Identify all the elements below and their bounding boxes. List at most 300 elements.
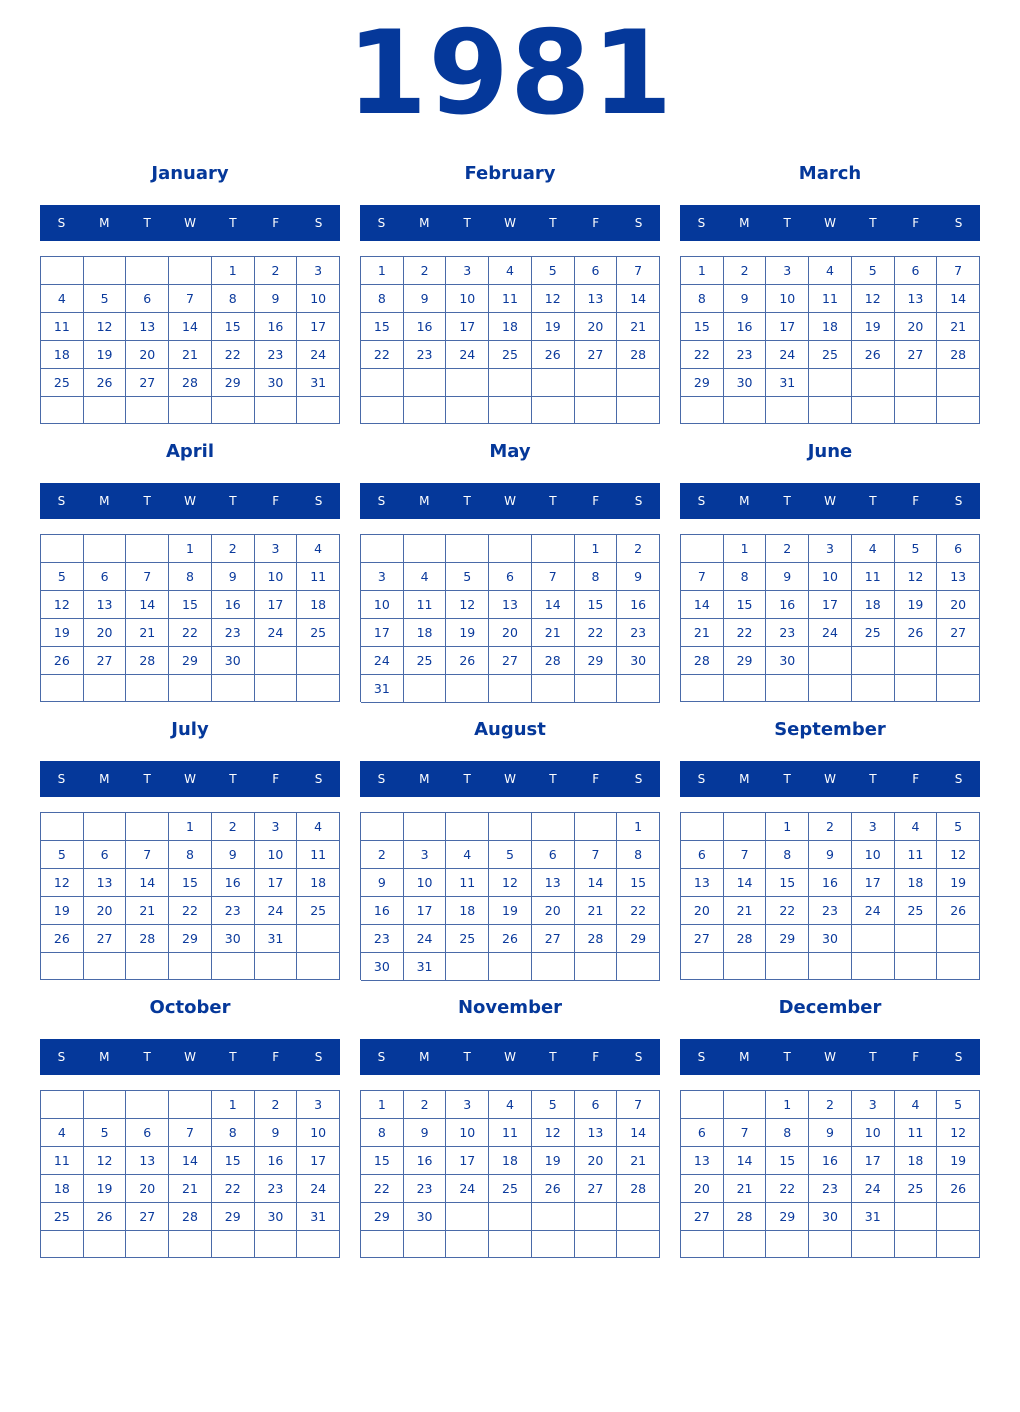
day-cell: 7	[617, 1091, 660, 1119]
day-cell: 25	[297, 897, 340, 925]
day-cell: 6	[532, 841, 575, 869]
empty-cell	[937, 397, 980, 424]
empty-cell	[681, 1231, 724, 1258]
day-cell: 21	[617, 313, 660, 341]
day-cell: 10	[297, 1119, 340, 1147]
weekday-label: M	[739, 772, 750, 786]
day-cell: 26	[532, 1175, 575, 1203]
day-cell: 28	[532, 647, 575, 675]
day-cell: 14	[681, 591, 724, 619]
day-cell: 21	[532, 619, 575, 647]
empty-cell	[617, 953, 660, 981]
day-cell: 19	[84, 341, 127, 369]
weekday-header	[360, 205, 660, 241]
day-cell: 15	[575, 591, 618, 619]
day-cell: 22	[361, 341, 404, 369]
empty-cell	[255, 647, 298, 675]
empty-cell	[766, 397, 809, 424]
day-cell: 18	[446, 897, 489, 925]
empty-cell	[84, 813, 127, 841]
day-cell: 19	[489, 897, 532, 925]
day-cell: 7	[681, 563, 724, 591]
day-cell: 23	[255, 1175, 298, 1203]
day-cell: 22	[766, 1175, 809, 1203]
empty-cell	[617, 397, 660, 425]
day-cell: 6	[575, 1091, 618, 1119]
empty-cell	[617, 369, 660, 397]
day-cell: 12	[852, 285, 895, 313]
day-cell: 14	[617, 1119, 660, 1147]
weekday-label: M	[739, 1050, 750, 1064]
day-grid	[680, 534, 980, 702]
empty-cell	[532, 369, 575, 397]
empty-cell	[724, 1091, 767, 1119]
day-cell: 18	[852, 591, 895, 619]
weekday-label: M	[99, 216, 110, 230]
day-cell: 26	[489, 925, 532, 953]
day-cell: 6	[575, 257, 618, 285]
weekday-label: S	[634, 494, 643, 508]
day-cell: 8	[169, 841, 212, 869]
empty-cell	[446, 813, 489, 841]
day-cell: 6	[84, 841, 127, 869]
empty-cell	[84, 257, 127, 285]
day-cell: 11	[852, 563, 895, 591]
day-cell: 26	[84, 1203, 127, 1231]
day-cell: 13	[126, 1147, 169, 1175]
day-cell: 24	[809, 619, 852, 647]
day-cell: 28	[126, 647, 169, 675]
day-cell: 31	[361, 675, 404, 703]
weekday-label: T	[783, 1050, 791, 1064]
empty-cell	[297, 953, 340, 980]
day-cell: 12	[84, 1147, 127, 1175]
weekday-label: M	[739, 216, 750, 230]
day-cell: 8	[361, 285, 404, 313]
day-cell: 22	[212, 341, 255, 369]
empty-cell	[84, 675, 127, 702]
day-cell: 7	[724, 841, 767, 869]
day-cell: 9	[361, 869, 404, 897]
day-cell: 24	[404, 925, 447, 953]
day-cell: 12	[489, 869, 532, 897]
empty-cell	[489, 369, 532, 397]
day-cell: 23	[617, 619, 660, 647]
day-cell: 10	[255, 841, 298, 869]
day-cell: 3	[404, 841, 447, 869]
day-cell: 19	[937, 869, 980, 897]
day-cell: 16	[766, 591, 809, 619]
day-cell: 18	[297, 869, 340, 897]
day-cell: 9	[404, 1119, 447, 1147]
empty-cell	[297, 925, 340, 953]
empty-cell	[126, 257, 169, 285]
empty-cell	[404, 535, 447, 563]
day-cell: 8	[766, 1119, 809, 1147]
weekday-header	[40, 483, 340, 519]
day-cell: 16	[361, 897, 404, 925]
day-cell: 19	[532, 313, 575, 341]
empty-cell	[852, 397, 895, 424]
day-cell: 13	[575, 285, 618, 313]
day-cell: 24	[361, 647, 404, 675]
empty-cell	[575, 813, 618, 841]
day-cell: 29	[617, 925, 660, 953]
day-cell: 17	[297, 1147, 340, 1175]
empty-cell	[404, 369, 447, 397]
weekday-header	[40, 761, 340, 797]
empty-cell	[809, 1231, 852, 1258]
weekday-header	[680, 205, 980, 241]
day-cell: 20	[895, 313, 938, 341]
day-cell: 7	[532, 563, 575, 591]
empty-cell	[575, 953, 618, 981]
day-cell: 14	[126, 869, 169, 897]
empty-cell	[895, 369, 938, 397]
day-cell: 18	[809, 313, 852, 341]
empty-cell	[361, 369, 404, 397]
month-title: March	[798, 163, 862, 184]
empty-cell	[895, 397, 938, 424]
month-title: December	[778, 997, 882, 1018]
day-cell: 2	[212, 813, 255, 841]
day-cell: 17	[852, 1147, 895, 1175]
empty-cell	[852, 1231, 895, 1258]
empty-cell	[852, 647, 895, 675]
day-cell: 18	[404, 619, 447, 647]
day-cell: 4	[895, 1091, 938, 1119]
empty-cell	[895, 925, 938, 953]
day-cell: 28	[724, 925, 767, 953]
empty-cell	[575, 675, 618, 703]
day-cell: 12	[41, 591, 84, 619]
day-cell: 20	[126, 1175, 169, 1203]
weekday-label: W	[824, 1050, 836, 1064]
day-cell: 22	[361, 1175, 404, 1203]
day-cell: 16	[212, 591, 255, 619]
weekday-label: T	[869, 772, 877, 786]
empty-cell	[446, 535, 489, 563]
day-cell: 3	[446, 257, 489, 285]
day-cell: 17	[852, 869, 895, 897]
day-cell: 1	[766, 1091, 809, 1119]
day-cell: 25	[895, 1175, 938, 1203]
day-cell: 27	[895, 341, 938, 369]
day-cell: 5	[84, 1119, 127, 1147]
day-cell: 13	[84, 591, 127, 619]
day-cell: 8	[724, 563, 767, 591]
day-cell: 30	[766, 647, 809, 675]
month-title: February	[464, 163, 556, 184]
empty-cell	[404, 813, 447, 841]
weekday-label: W	[824, 494, 836, 508]
empty-cell	[212, 675, 255, 702]
day-cell: 7	[126, 563, 169, 591]
day-grid	[680, 256, 980, 424]
day-cell: 16	[255, 1147, 298, 1175]
day-cell: 9	[766, 563, 809, 591]
day-cell: 12	[532, 1119, 575, 1147]
day-cell: 31	[766, 369, 809, 397]
day-cell: 21	[681, 619, 724, 647]
day-cell: 25	[489, 1175, 532, 1203]
day-cell: 25	[852, 619, 895, 647]
day-cell: 18	[41, 1175, 84, 1203]
weekday-label: S	[634, 772, 643, 786]
weekday-label: M	[419, 1050, 430, 1064]
empty-cell	[489, 1231, 532, 1258]
empty-cell	[41, 813, 84, 841]
empty-cell	[852, 953, 895, 980]
day-cell: 11	[41, 1147, 84, 1175]
weekday-label: F	[592, 494, 600, 508]
day-cell: 24	[446, 1175, 489, 1203]
day-cell: 15	[681, 313, 724, 341]
weekday-label: S	[314, 494, 323, 508]
day-cell: 10	[852, 841, 895, 869]
weekday-label: M	[419, 772, 430, 786]
day-cell: 21	[724, 897, 767, 925]
day-cell: 28	[617, 341, 660, 369]
weekday-label: S	[954, 1050, 963, 1064]
weekday-label: S	[377, 216, 386, 230]
day-cell: 30	[617, 647, 660, 675]
day-cell: 11	[895, 1119, 938, 1147]
empty-cell	[212, 1231, 255, 1258]
day-cell: 8	[681, 285, 724, 313]
day-cell: 24	[852, 897, 895, 925]
day-cell: 2	[255, 1091, 298, 1119]
day-cell: 2	[212, 535, 255, 563]
day-cell: 21	[937, 313, 980, 341]
day-cell: 19	[852, 313, 895, 341]
day-cell: 15	[169, 869, 212, 897]
empty-cell	[895, 1203, 938, 1231]
weekday-label: S	[634, 216, 643, 230]
empty-cell	[489, 1203, 532, 1231]
empty-cell	[404, 675, 447, 703]
day-cell: 13	[532, 869, 575, 897]
day-cell: 18	[297, 591, 340, 619]
day-cell: 14	[937, 285, 980, 313]
empty-cell	[41, 535, 84, 563]
day-cell: 22	[724, 619, 767, 647]
day-cell: 18	[489, 313, 532, 341]
empty-cell	[41, 1091, 84, 1119]
day-cell: 21	[169, 1175, 212, 1203]
day-cell: 1	[766, 813, 809, 841]
day-cell: 15	[617, 869, 660, 897]
empty-cell	[126, 1091, 169, 1119]
month-title: November	[457, 997, 563, 1018]
day-cell: 16	[255, 313, 298, 341]
empty-cell	[724, 953, 767, 980]
day-cell: 10	[297, 285, 340, 313]
day-cell: 25	[297, 619, 340, 647]
empty-cell	[937, 675, 980, 702]
day-cell: 3	[766, 257, 809, 285]
weekday-label: S	[954, 494, 963, 508]
day-cell: 1	[617, 813, 660, 841]
day-cell: 3	[852, 1091, 895, 1119]
day-grid	[360, 534, 660, 702]
empty-cell	[404, 1231, 447, 1258]
day-cell: 16	[724, 313, 767, 341]
weekday-header	[680, 761, 980, 797]
day-cell: 11	[809, 285, 852, 313]
empty-cell	[724, 1231, 767, 1258]
day-cell: 23	[255, 341, 298, 369]
day-cell: 9	[809, 841, 852, 869]
day-cell: 17	[446, 1147, 489, 1175]
day-cell: 4	[489, 257, 532, 285]
day-cell: 10	[766, 285, 809, 313]
day-cell: 4	[809, 257, 852, 285]
weekday-label: T	[869, 216, 877, 230]
day-cell: 20	[532, 897, 575, 925]
weekday-label: S	[57, 494, 66, 508]
day-cell: 19	[446, 619, 489, 647]
day-cell: 22	[212, 1175, 255, 1203]
day-cell: 9	[617, 563, 660, 591]
weekday-label: T	[229, 494, 237, 508]
weekday-label: W	[184, 494, 196, 508]
day-cell: 17	[361, 619, 404, 647]
day-cell: 5	[446, 563, 489, 591]
day-cell: 21	[575, 897, 618, 925]
day-cell: 11	[297, 563, 340, 591]
day-cell: 16	[212, 869, 255, 897]
day-cell: 23	[212, 619, 255, 647]
day-cell: 23	[724, 341, 767, 369]
empty-cell	[766, 675, 809, 702]
empty-cell	[617, 1231, 660, 1258]
day-cell: 29	[169, 647, 212, 675]
weekday-label: F	[272, 1050, 280, 1064]
day-cell: 5	[41, 841, 84, 869]
day-grid	[40, 534, 340, 702]
day-cell: 8	[169, 563, 212, 591]
day-cell: 19	[895, 591, 938, 619]
day-cell: 10	[361, 591, 404, 619]
day-cell: 3	[297, 1091, 340, 1119]
day-cell: 21	[617, 1147, 660, 1175]
weekday-label: F	[272, 772, 280, 786]
day-cell: 6	[895, 257, 938, 285]
weekday-label: M	[419, 494, 430, 508]
day-cell: 8	[617, 841, 660, 869]
empty-cell	[895, 1231, 938, 1258]
day-cell: 6	[681, 841, 724, 869]
day-cell: 3	[255, 535, 298, 563]
day-cell: 23	[361, 925, 404, 953]
day-cell: 24	[255, 897, 298, 925]
empty-cell	[169, 675, 212, 702]
day-cell: 5	[41, 563, 84, 591]
empty-cell	[575, 1231, 618, 1258]
day-cell: 6	[84, 563, 127, 591]
day-cell: 15	[361, 313, 404, 341]
day-cell: 2	[617, 535, 660, 563]
day-cell: 22	[681, 341, 724, 369]
day-cell: 15	[212, 313, 255, 341]
day-cell: 4	[446, 841, 489, 869]
day-cell: 28	[724, 1203, 767, 1231]
day-grid	[40, 812, 340, 980]
day-cell: 9	[255, 1119, 298, 1147]
day-cell: 6	[681, 1119, 724, 1147]
day-cell: 5	[84, 285, 127, 313]
day-cell: 23	[404, 1175, 447, 1203]
day-cell: 11	[41, 313, 84, 341]
year-title: 1981	[346, 6, 674, 141]
day-cell: 3	[361, 563, 404, 591]
day-cell: 20	[489, 619, 532, 647]
day-cell: 21	[126, 619, 169, 647]
month-title: July	[171, 719, 209, 740]
empty-cell	[532, 535, 575, 563]
day-cell: 25	[489, 341, 532, 369]
day-cell: 7	[575, 841, 618, 869]
weekday-label: T	[463, 216, 471, 230]
weekday-label: T	[229, 216, 237, 230]
day-cell: 3	[852, 813, 895, 841]
empty-cell	[532, 953, 575, 981]
weekday-label: T	[549, 772, 557, 786]
weekday-label: S	[314, 772, 323, 786]
empty-cell	[255, 1231, 298, 1258]
empty-cell	[575, 397, 618, 425]
weekday-label: M	[99, 772, 110, 786]
day-cell: 14	[532, 591, 575, 619]
empty-cell	[297, 647, 340, 675]
day-cell: 22	[169, 897, 212, 925]
day-cell: 17	[255, 591, 298, 619]
weekday-label: T	[463, 772, 471, 786]
day-cell: 27	[937, 619, 980, 647]
day-cell: 16	[404, 1147, 447, 1175]
day-cell: 18	[895, 869, 938, 897]
day-cell: 27	[681, 925, 724, 953]
day-cell: 18	[489, 1147, 532, 1175]
empty-cell	[895, 953, 938, 980]
day-cell: 11	[446, 869, 489, 897]
day-cell: 1	[212, 1091, 255, 1119]
day-cell: 4	[895, 813, 938, 841]
empty-cell	[361, 813, 404, 841]
empty-cell	[895, 675, 938, 702]
weekday-label: F	[272, 494, 280, 508]
empty-cell	[361, 397, 404, 425]
day-cell: 30	[809, 925, 852, 953]
day-cell: 19	[41, 619, 84, 647]
day-cell: 30	[255, 1203, 298, 1231]
day-cell: 14	[126, 591, 169, 619]
empty-cell	[809, 369, 852, 397]
weekday-label: S	[697, 1050, 706, 1064]
day-cell: 8	[766, 841, 809, 869]
empty-cell	[489, 953, 532, 981]
empty-cell	[532, 397, 575, 425]
weekday-label: F	[912, 1050, 920, 1064]
weekday-label: S	[377, 1050, 386, 1064]
empty-cell	[212, 953, 255, 980]
day-cell: 2	[724, 257, 767, 285]
weekday-label: T	[869, 494, 877, 508]
day-cell: 6	[126, 285, 169, 313]
day-cell: 7	[169, 285, 212, 313]
empty-cell	[297, 1231, 340, 1258]
